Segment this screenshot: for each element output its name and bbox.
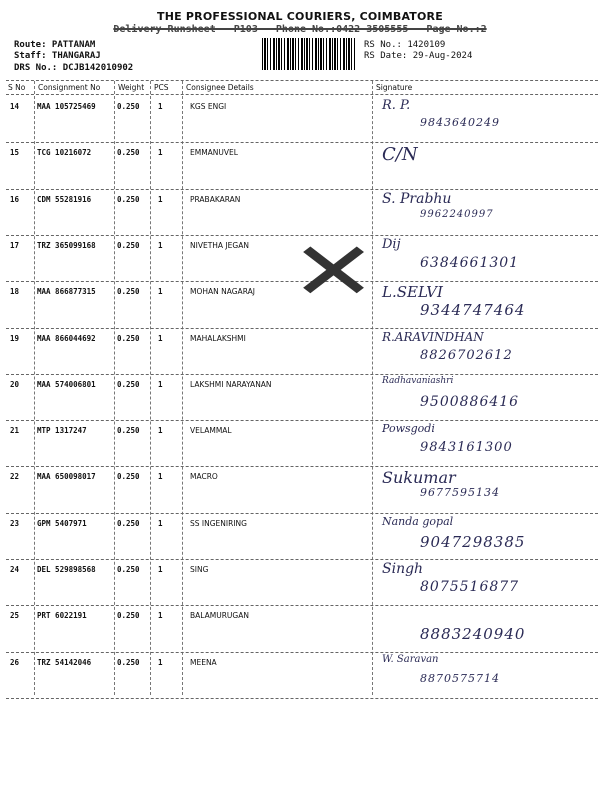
row-weight: 0.250 xyxy=(117,148,140,158)
row-sno: 17 xyxy=(10,240,20,250)
row-signature-phone: 9344747464 xyxy=(420,301,526,320)
row-divider xyxy=(6,513,598,514)
row-pcs: 1 xyxy=(158,657,163,667)
row-weight: 0.250 xyxy=(117,240,140,250)
row-consignment-no: MTP 1317247 xyxy=(37,426,87,436)
row-pcs: 1 xyxy=(158,518,163,528)
row-signature-name: R. P. xyxy=(382,98,411,113)
row-divider xyxy=(6,559,598,560)
row-consignee: BALAMURUGAN xyxy=(190,611,249,621)
row-sno: 15 xyxy=(10,148,20,158)
row-sno: 18 xyxy=(10,287,20,297)
row-signature-phone: 8883240940 xyxy=(420,625,526,644)
row-weight: 0.250 xyxy=(117,565,140,574)
row-signature-phone: 8826702612 xyxy=(420,347,513,363)
row-weight: 0.250 xyxy=(117,287,140,297)
row-signature-phone: 8075516877 xyxy=(420,579,520,595)
row-weight: 0.250 xyxy=(117,194,140,204)
row-signature-name: W. Saravan xyxy=(382,653,439,665)
row-divider xyxy=(6,466,598,467)
row-consignment-no: CDM 55281916 xyxy=(37,194,92,204)
row-pcs: 1 xyxy=(158,287,163,297)
route-label: Route: PATTANAM xyxy=(14,40,96,50)
row-divider xyxy=(6,374,598,375)
row-pcs: 1 xyxy=(158,426,163,436)
row-weight: 0.250 xyxy=(117,518,140,528)
staff-label: Staff: THANGARAJ xyxy=(14,51,101,61)
row-consignee: MAHALAKSHMI xyxy=(190,333,246,343)
cross-mark: ✕ xyxy=(289,225,378,318)
row-signature-name: Radhavaniashri xyxy=(382,375,454,386)
row-signature-name: Dij xyxy=(382,236,401,252)
row-pcs: 1 xyxy=(158,611,163,621)
row-consignee: SS INGENIRING xyxy=(190,518,247,528)
row-weight: 0.250 xyxy=(117,333,140,343)
row-divider xyxy=(6,328,598,329)
column-header-sno: S No xyxy=(8,83,26,92)
rs-number: RS No.: 1420109 xyxy=(364,40,446,50)
column-header-signature: Signature xyxy=(376,83,413,92)
row-consignment-no: MAA 574006801 xyxy=(37,379,96,389)
row-sno: 21 xyxy=(10,426,20,436)
company-title: THE PROFESSIONAL COURIERS, COIMBATORE xyxy=(157,10,443,23)
row-consignee: MOHAN NAGARAJ xyxy=(190,287,255,297)
row-signature-phone: 9962240997 xyxy=(420,208,494,220)
row-consignee: KGS ENGI xyxy=(190,102,227,111)
row-sno: 26 xyxy=(10,657,20,667)
runsheet-subtitle-text: Delivery Runsheet - P103 - Phone No.:0422-3505555 - Page No.:2 xyxy=(113,24,487,35)
row-divider xyxy=(6,652,598,653)
row-signature-name: Sukumar xyxy=(382,468,456,488)
row-consignment-no: MAA 650098017 xyxy=(37,472,96,482)
row-consignee: SING xyxy=(190,565,209,574)
row-divider xyxy=(6,698,598,699)
drs-number: DRS No.: DCJB142010902 xyxy=(14,63,134,73)
row-pcs: 1 xyxy=(158,565,163,574)
row-signature-name: Powsgodi xyxy=(382,422,435,436)
row-signature-name: Singh xyxy=(382,561,424,577)
column-header-consignment: Consignment No xyxy=(38,83,101,92)
row-sno: 20 xyxy=(10,379,20,389)
row-divider xyxy=(6,605,598,606)
row-consignee: MACRO xyxy=(190,472,218,482)
row-consignment-no: TCG 10216072 xyxy=(37,148,92,158)
row-weight: 0.250 xyxy=(117,379,140,389)
row-signature-name: L.SELVI xyxy=(382,283,443,302)
row-sno: 16 xyxy=(10,194,20,204)
row-signature-phone: 8870575714 xyxy=(420,671,500,685)
row-weight: 0.250 xyxy=(117,426,140,436)
row-weight: 0.250 xyxy=(117,611,140,621)
row-consignee: MEENA xyxy=(190,657,217,667)
column-header-pcs: PCS xyxy=(154,83,169,92)
row-consignee: VELAMMAL xyxy=(190,426,232,436)
row-consignment-no: TRZ 54142046 xyxy=(37,657,92,667)
column-header-weight: Weight xyxy=(118,83,145,92)
row-pcs: 1 xyxy=(158,240,163,250)
row-signature-phone: 9677595134 xyxy=(420,486,500,500)
row-signature-name: C/N xyxy=(382,144,418,166)
row-signature-name: R.ARAVINDHAN xyxy=(382,329,484,344)
row-consignee: NIVETHA JEGAN xyxy=(190,240,249,250)
row-signature-name: S. Prabhu xyxy=(382,190,452,207)
row-divider xyxy=(6,142,598,143)
row-weight: 0.250 xyxy=(117,102,140,111)
row-sno: 23 xyxy=(10,518,20,528)
row-divider xyxy=(6,420,598,421)
row-pcs: 1 xyxy=(158,333,163,343)
row-signature-phone: 9047298385 xyxy=(420,532,526,551)
row-signature-phone: 6384661301 xyxy=(420,254,520,271)
row-consignee: LAKSHMI NARAYANAN xyxy=(190,379,272,389)
row-consignment-no: MAA 866877315 xyxy=(37,287,96,297)
row-divider xyxy=(6,189,598,190)
row-sno: 19 xyxy=(10,333,20,343)
row-pcs: 1 xyxy=(158,472,163,482)
row-sno: 25 xyxy=(10,611,20,621)
row-consignment-no: PRT 6022191 xyxy=(37,611,87,621)
row-consignment-no: GPM 5407971 xyxy=(37,518,87,528)
row-pcs: 1 xyxy=(158,194,163,204)
row-consignment-no: DEL 529898568 xyxy=(37,565,96,574)
row-pcs: 1 xyxy=(158,102,163,111)
row-sno: 22 xyxy=(10,472,20,482)
column-header-consignee: Consignee Details xyxy=(186,83,254,92)
row-consignment-no: MAA 105725469 xyxy=(37,102,96,111)
row-consignment-no: TRZ 365099168 xyxy=(37,240,96,250)
row-consignee: PRABAKARAN xyxy=(190,194,241,204)
row-weight: 0.250 xyxy=(117,472,140,482)
row-weight: 0.250 xyxy=(117,657,140,667)
rs-date: RS Date: 29-Aug-2024 xyxy=(364,51,473,61)
row-signature-phone: 9843161300 xyxy=(420,440,513,456)
row-sno: 24 xyxy=(10,565,20,574)
row-consignee: EMMANUVEL xyxy=(190,148,238,158)
row-signature-phone: 9843640249 xyxy=(420,116,500,129)
row-pcs: 1 xyxy=(158,148,163,158)
row-signature-name: Nanda gopal xyxy=(382,514,454,528)
row-consignment-no: MAA 866044692 xyxy=(37,333,96,343)
row-signature-phone: 9500886416 xyxy=(420,393,520,410)
row-pcs: 1 xyxy=(158,379,163,389)
row-sno: 14 xyxy=(10,102,20,111)
